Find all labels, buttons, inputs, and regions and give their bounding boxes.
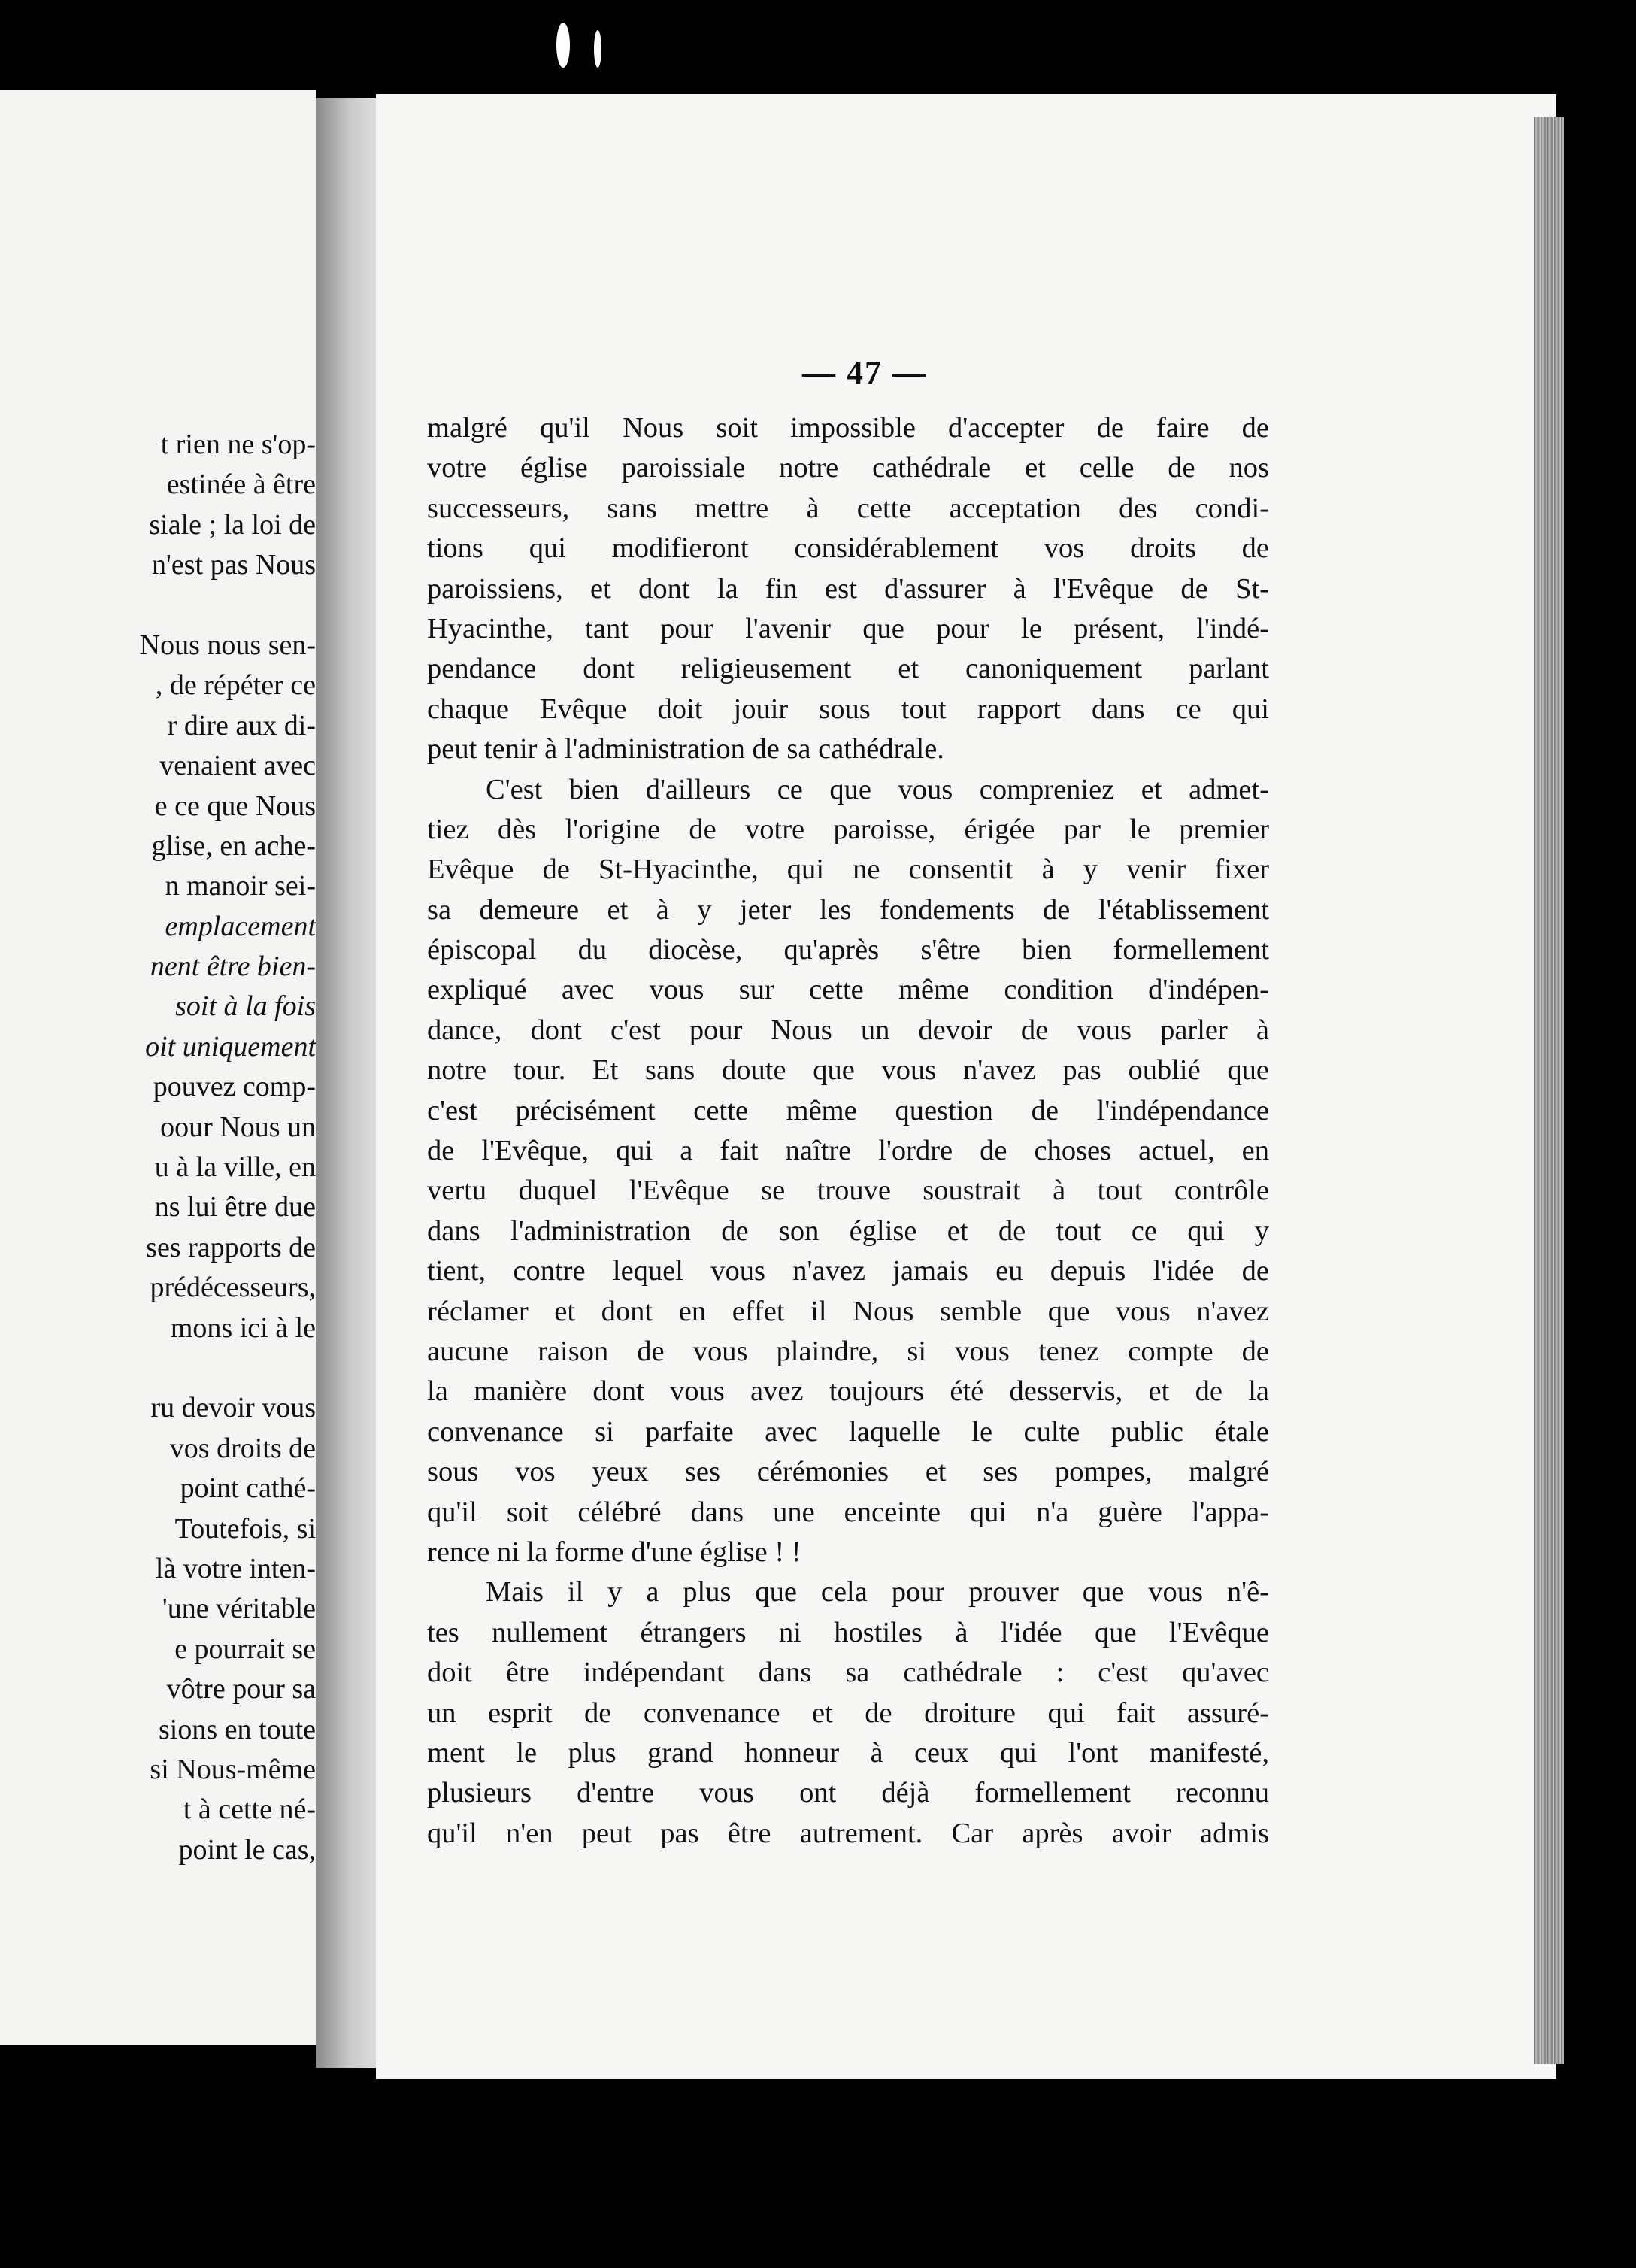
- left-page-line: Toutefois, si: [174, 1512, 316, 1545]
- left-page: [0, 90, 316, 2045]
- text-line: vertu duquel l'Evêque se trouve soustrait à tout contrôle: [427, 1175, 1269, 1207]
- text-line: notre tour. Et sans doute que vous n'avez pas oublié que: [427, 1054, 1269, 1087]
- text-line: pendance dont religieusement et canoniquement parlant: [427, 653, 1269, 685]
- text-line: aucune raison de vous plaindre, si vous tenez compte de: [427, 1335, 1269, 1367]
- left-page-line: emplacement: [165, 910, 316, 942]
- text-line: peut tenir à l'administration de sa cathédrale.: [427, 733, 944, 766]
- text-line: tient, contre lequel vous n'avez jamais eu depuis l'idée de: [427, 1255, 1269, 1287]
- text-line: sous vos yeux ses cérémonies et ses pompes, malgré: [427, 1456, 1269, 1488]
- text-line: épiscopal du diocèse, qu'après s'être bien formellement: [427, 934, 1269, 966]
- text-line: rence ni la forme d'une église ! !: [427, 1536, 801, 1568]
- page-fore-edge: [1534, 117, 1564, 2064]
- text-line: votre église paroissiale notre cathédrale et celle de nos: [427, 452, 1269, 484]
- left-page-line: soit à la fois: [175, 990, 316, 1023]
- left-page-line: prédécesseurs,: [150, 1272, 316, 1304]
- left-page-line: u à la ville, en: [154, 1151, 316, 1184]
- left-page-line: oit uniquement: [145, 1030, 316, 1063]
- text-line: un esprit de convenance et de droiture qui fait assuré-: [427, 1696, 1269, 1729]
- body-text: [427, 408, 1269, 1854]
- left-page-line: venaient avec: [159, 750, 316, 782]
- text-line: chaque Evêque doit jouir sous tout rapport dans ce qui: [427, 693, 1269, 725]
- text-line: plusieurs d'entre vous ont déjà formellement reconnu: [427, 1777, 1269, 1809]
- left-page-line: point le cas,: [178, 1833, 316, 1866]
- text-line: malgré qu'il Nous soit impossible d'accepter de faire de: [427, 412, 1269, 444]
- left-page-line: nent être bien-: [150, 951, 316, 983]
- left-page-line: siale ; la loi de: [149, 508, 316, 541]
- text-line: la manière dont vous avez toujours été desservis, et de la: [427, 1375, 1269, 1408]
- text-line: expliqué avec vous sur cette même condition d'indépen-: [427, 974, 1269, 1006]
- text-line: convenance si parfaite avec laquelle le culte public étale: [427, 1415, 1269, 1448]
- left-page-line: oour Nous un: [160, 1111, 316, 1143]
- left-page-line: estinée à être: [166, 468, 316, 501]
- text-line: tiez dès l'origine de votre paroisse, érigée par le premier: [427, 813, 1269, 845]
- text-line: Mais il y a plus que cela pour prouver que vous n'ê-: [486, 1576, 1269, 1609]
- text-line: de l'Evêque, qui a fait naître l'ordre de choses actuel, en: [427, 1135, 1269, 1167]
- text-line: paroissiens, et dont la fin est d'assurer à l'Evêque de St-: [427, 572, 1269, 605]
- left-page-line: si Nous-même: [150, 1753, 316, 1785]
- left-page-line: e ce que Nous: [154, 790, 316, 822]
- left-page-line: point cathé-: [180, 1472, 316, 1505]
- left-page-line: t rien ne s'op-: [160, 429, 316, 460]
- text-line: qu'il n'en peut pas être autrement. Car après avoir admis: [427, 1817, 1269, 1849]
- scan-artifact: [594, 30, 601, 68]
- left-page-line: Nous nous sen-: [139, 629, 316, 661]
- left-page-line: t à cette né-: [183, 1793, 316, 1826]
- left-page-line: 'une véritable: [162, 1593, 316, 1625]
- text-line: qu'il soit célébré dans une enceinte qui n'a guère l'appa-: [427, 1496, 1269, 1528]
- left-page-line: glise, en ache-: [151, 829, 316, 862]
- text-line: réclamer et dont en effet il Nous semble que vous n'avez: [427, 1295, 1269, 1327]
- left-page-line: n manoir sei-: [165, 870, 316, 902]
- text-line: c'est précisément cette même question de l'indépendance: [427, 1094, 1269, 1126]
- text-line: successeurs, sans mettre à cette acceptation des condi-: [427, 492, 1269, 524]
- text-line: Evêque de St-Hyacinthe, qui ne consentit à y venir fixer: [427, 854, 1269, 886]
- left-page-line: là votre inten-: [155, 1552, 316, 1584]
- left-page-line: e pourrait se: [174, 1633, 316, 1665]
- text-line: dance, dont c'est pour Nous un devoir de vous parler à: [427, 1014, 1269, 1046]
- scan-artifact: [556, 23, 570, 68]
- left-page-line: vôtre pour sa: [166, 1673, 316, 1706]
- text-line: C'est bien d'ailleurs ce que vous compreniez et admet-: [486, 773, 1269, 805]
- text-line: ment le plus grand honneur à ceux qui l'ont manifesté,: [427, 1736, 1269, 1769]
- text-line: tes nullement étrangers ni hostiles à l'idée que l'Evêque: [427, 1616, 1269, 1648]
- left-page-line: ns lui être due: [154, 1191, 316, 1223]
- left-page-line: , de répéter ce: [155, 669, 316, 702]
- left-page-line: pouvez comp-: [153, 1071, 316, 1103]
- text-line: sa demeure et à y jeter les fondements de l'établissement: [427, 893, 1269, 926]
- left-page-line: ru devoir vous: [150, 1392, 316, 1424]
- left-page-text: [0, 425, 316, 1870]
- page-number: — 47 —: [802, 354, 927, 391]
- left-page-line: n'est pas Nous: [152, 549, 316, 581]
- text-line: Hyacinthe, tant pour l'avenir que pour le présent, l'indé-: [427, 612, 1269, 644]
- text-line: dans l'administration de son église et de tout ce qui y: [427, 1214, 1269, 1247]
- left-page-line: sions en toute: [159, 1713, 316, 1745]
- left-page-line: mons ici à le: [170, 1311, 316, 1344]
- left-page-line: vos droits de: [169, 1432, 316, 1464]
- text-line: doit être indépendant dans sa cathédrale : c'est qu'avec: [427, 1657, 1269, 1689]
- text-line: tions qui modifieront considérablement vos droits de: [427, 532, 1269, 565]
- left-page-line: r dire aux di-: [167, 709, 316, 741]
- left-page-line: ses rapports de: [146, 1231, 316, 1263]
